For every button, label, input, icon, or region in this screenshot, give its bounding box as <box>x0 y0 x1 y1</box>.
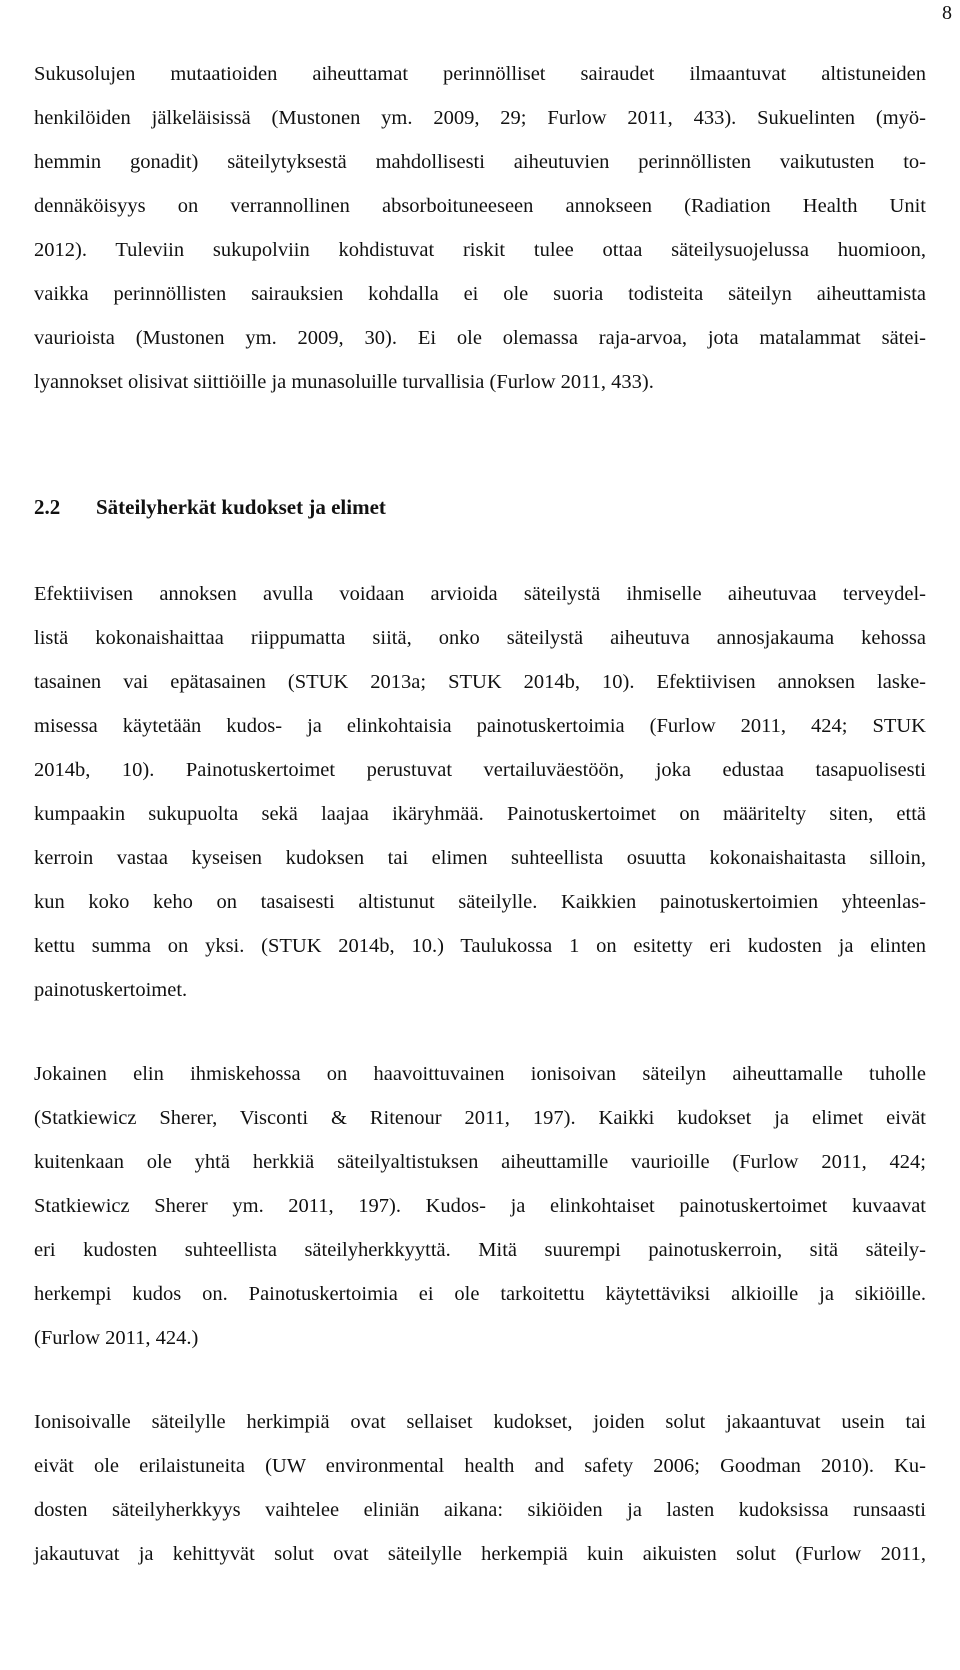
text-line: kettu summa on yksi. (STUK 2014b, 10.) Taulukossa 1 on esitetty eri kudosten ja elinten <box>34 935 926 957</box>
text-line: Efektiivisen annoksen avulla voidaan arvioida säteilystä ihmiselle aiheutuvaa terveydel- <box>34 583 926 605</box>
text-line: Ionisoivalle säteilylle herkimpiä ovat sellaiset kudokset, joiden solut jakaantuvat usein tai <box>34 1411 926 1433</box>
text-line: Statkiewicz Sherer ym. 2011, 197). Kudos- ja elinkohtaiset painotuskertoimet kuvaavat <box>34 1195 926 1217</box>
text-line: eri kudosten suhteellista säteilyherkkyyttä. Mitä suurempi painotuskerroin, sitä säteily- <box>34 1239 926 1261</box>
text-line: kerroin vastaa kyseisen kudoksen tai elimen suhteellista osuutta kokonaishaitasta silloin, <box>34 847 926 869</box>
text-line: kun koko keho on tasaisesti altistunut säteilylle. Kaikkien painotuskertoimien yhteenlas- <box>34 891 926 913</box>
section-number: 2.2 <box>34 495 61 519</box>
text-line: listä kokonaishaittaa riippumatta siitä, onko säteilystä aiheutuva annosjakauma kehossa <box>34 627 926 649</box>
text-line: painotuskertoimet. <box>34 979 188 1001</box>
text-line: henkilöiden jälkeläisissä (Mustonen ym. 2009, 29; Furlow 2011, 433). Sukuelinten (myö- <box>34 107 926 129</box>
text-line: eivät ole erilaistuneita (UW environmental health and safety 2006; Goodman 2010). Ku- <box>34 1455 926 1477</box>
text-line: 2012). Tuleviin sukupolviin kohdistuvat riskit tulee ottaa säteilysuojelussa huomioon, <box>34 239 926 261</box>
page-number: 8 <box>942 2 952 24</box>
text-line: dennäköisyys on verrannollinen absorboituneeseen annokseen (Radiation Health Unit <box>34 195 926 217</box>
section-heading <box>34 492 926 522</box>
text-line: vaikka perinnöllisten sairauksien kohdalla ei ole suoria todisteita säteilyn aiheuttamista <box>34 283 926 305</box>
text-line: Sukusolujen mutaatioiden aiheuttamat perinnölliset sairaudet ilmaantuvat altistuneiden <box>34 63 926 85</box>
text-line: lyannokset olisivat siittiöille ja munasoluille turvallisia (Furlow 2011, 433). <box>34 371 654 393</box>
text-line: misessa käytetään kudos- ja elinkohtaisia painotuskertoimia (Furlow 2011, 424; STUK <box>34 715 926 737</box>
text-line: kuitenkaan ole yhtä herkkiä säteilyaltistuksen aiheuttamille vaurioille (Furlow 2011, 424; <box>34 1151 926 1173</box>
text-line: jakautuvat ja kehittyvät solut ovat säteilylle herkempiä kuin aikuisten solut (Furlow 2011, <box>34 1543 926 1565</box>
text-line: Jokainen elin ihmiskehossa on haavoittuvainen ionisoivan säteilyn aiheuttamalle tuholle <box>34 1063 926 1085</box>
text-line: dosten säteilyherkkyys vaihtelee eliniän aikana: sikiöiden ja lasten kudoksissa runsaasti <box>34 1499 926 1521</box>
text-line: kumpaakin sukupuolta sekä laajaa ikäryhmää. Painotuskertoimet on määritelty siten, että <box>34 803 926 825</box>
text-line: herkempi kudos on. Painotuskertoimia ei ole tarkoitettu käytettäviksi alkioille ja sikiöille. <box>34 1283 926 1305</box>
text-line: 2014b, 10). Painotuskertoimet perustuvat vertailuväestöön, joka edustaa tasapuolisesti <box>34 759 926 781</box>
text-line: vaurioista (Mustonen ym. 2009, 30). Ei ole olemassa raja-arvoa, jota matalammat sätei- <box>34 327 926 349</box>
text-line: hemmin gonadit) säteilytyksestä mahdollisesti aiheutuvien perinnöllisten vaikutusten to- <box>34 151 926 173</box>
text-line: tasainen vai epätasainen (STUK 2013a; STUK 2014b, 10). Efektiivisen annoksen laske- <box>34 671 926 693</box>
text-line: (Statkiewicz Sherer, Visconti & Ritenour 2011, 197). Kaikki kudokset ja elimet eivät <box>34 1107 926 1129</box>
section-title: Säteilyherkät kudokset ja elimet <box>96 495 386 519</box>
text-line: (Furlow 2011, 424.) <box>34 1327 199 1349</box>
